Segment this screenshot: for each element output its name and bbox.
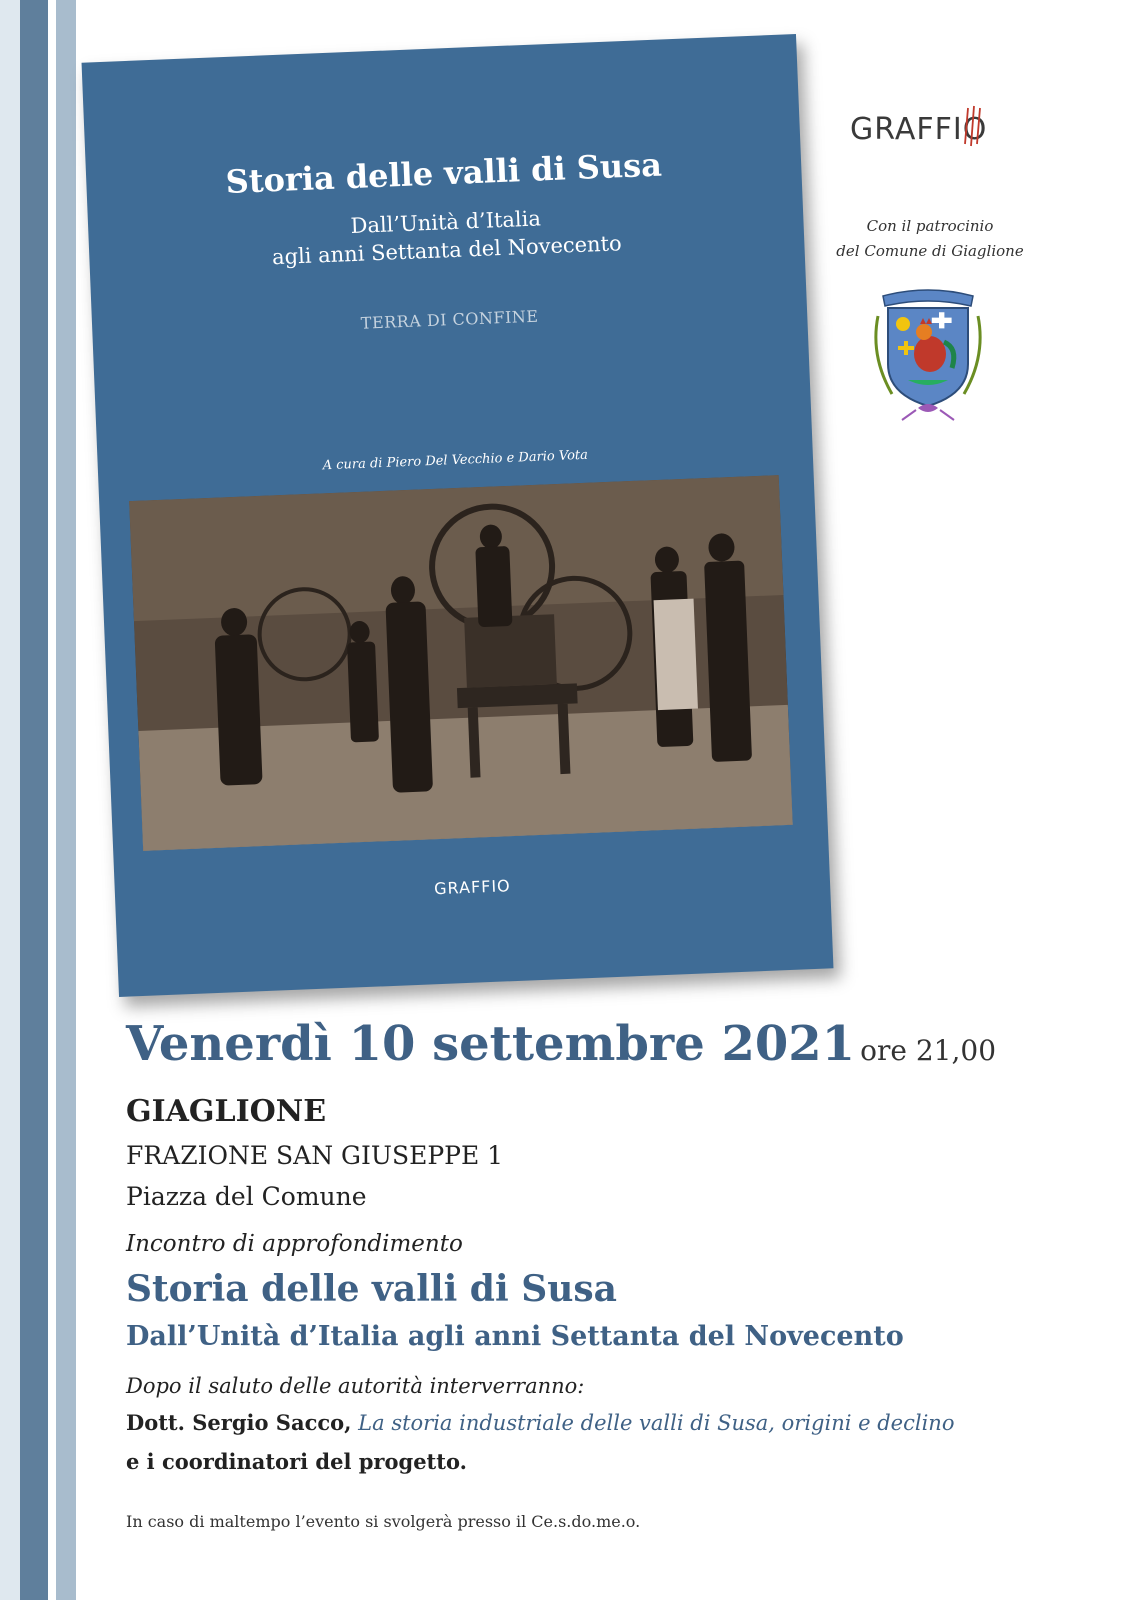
weather-note: In caso di maltempo l’evento si svolgerà presso il Ce.s.do.me.o. (126, 1512, 641, 1531)
event-date-line (126, 1016, 996, 1072)
book-cover-editors: A cura di Piero Del Vecchio e Dario Vota (322, 447, 589, 474)
event-subtitle: Dall’Unità d’Italia agli anni Settanta del Novecento (126, 1321, 904, 1352)
event-date: Venerdì 10 settembre 2021 (126, 1016, 856, 1072)
event-intro: Incontro di approfondimento (126, 1231, 463, 1257)
book-cover-subtitle-2: agli anni Settanta del Novecento (271, 231, 623, 270)
speaker-talk-title: La storia industriale delle valli di Susa, origini e declino (358, 1411, 955, 1435)
left-stripe-dark (20, 0, 48, 1600)
patronage-text (820, 214, 1040, 264)
publisher-logo-scratch-icon (962, 104, 990, 150)
publisher-logo: GRAFFIO (850, 112, 988, 147)
book-cover-title: Storia delle valli di Susa (224, 145, 663, 202)
book-cover-subtitle-1: Dall’Unità d’Italia (350, 206, 542, 239)
event-title: Storia delle valli di Susa (126, 1268, 617, 1310)
historical-workshop-photo (129, 475, 793, 851)
speakers-intro: Dopo il saluto delle autorità interverranno: (126, 1374, 585, 1398)
event-time: ore 21,00 (860, 1034, 997, 1067)
event-address: FRAZIONE SAN GIUSEPPE 1 (126, 1141, 504, 1170)
coordinators-line: e i coordinatori del progetto. (126, 1449, 467, 1474)
book-cover-series: TERRA DI CONFINE (360, 306, 539, 333)
coat-of-arms-icon (868, 276, 988, 426)
book-cover-photo (129, 475, 793, 851)
book-cover-publisher-logo: GRAFFIO (433, 876, 512, 899)
left-stripe-light (56, 0, 76, 1600)
speaker-name: Dott. Sergio Sacco, (126, 1410, 352, 1435)
patronage-line-2: del Comune di Giaglione (836, 242, 1024, 260)
event-square: Piazza del Comune (126, 1182, 367, 1211)
left-stripe-pale (0, 0, 20, 1600)
speaker-line (126, 1410, 954, 1435)
patronage-line-1: Con il patrocinio (866, 217, 994, 235)
book-cover (82, 34, 834, 997)
left-stripe-gap (48, 0, 56, 1600)
event-place: GIAGLIONE (126, 1094, 327, 1129)
